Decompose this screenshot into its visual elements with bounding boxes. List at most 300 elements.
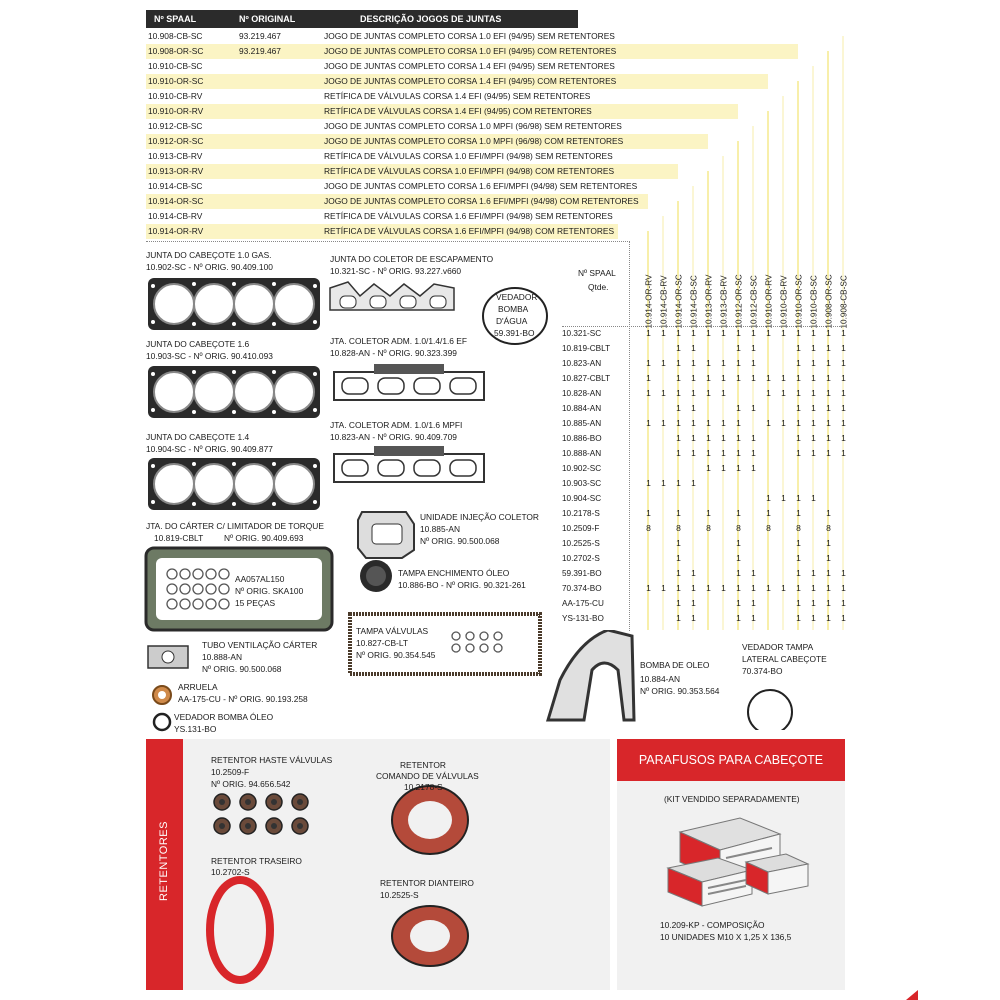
matrix-cell bbox=[716, 566, 731, 581]
matrix-cell bbox=[761, 431, 776, 446]
matrix-column-header bbox=[821, 258, 836, 330]
matrix-cell: 1 bbox=[736, 418, 741, 428]
matrix-cell: 1 bbox=[736, 448, 741, 458]
label-traseiro-l1: RETENTOR TRASEIRO bbox=[211, 856, 302, 866]
matrix-cell: 1 bbox=[826, 328, 831, 338]
table-row bbox=[146, 59, 616, 74]
matrix-cell: 1 bbox=[766, 583, 771, 593]
matrix-cell: 1 bbox=[796, 583, 801, 593]
matrix-cell: 1 bbox=[841, 328, 846, 338]
matrix-cell bbox=[641, 446, 656, 461]
table-row bbox=[146, 134, 708, 149]
cell-descricao: RETÍFICA DE VÁLVULAS CORSA 1.0 EFI/MPFI (94/98) SEM RETENTORES bbox=[324, 151, 613, 161]
matrix-column-header bbox=[671, 258, 686, 330]
matrix-cell: 1 bbox=[691, 343, 696, 353]
matrix-cell: 1 bbox=[646, 328, 651, 338]
matrix-cell: 1 bbox=[721, 463, 726, 473]
matrix-row-code: 10.321-SC bbox=[562, 329, 602, 338]
matrix-cell bbox=[821, 476, 836, 491]
matrix-cell bbox=[716, 476, 731, 491]
matrix-cell: 1 bbox=[796, 553, 801, 563]
matrix-cell: 1 bbox=[751, 373, 756, 383]
parafusos-l2: 10 UNIDADES M10 X 1,25 X 136,5 bbox=[660, 932, 792, 942]
matrix-cell: 1 bbox=[736, 553, 741, 563]
matrix-column-label: 10.912-OR-SC bbox=[734, 274, 744, 329]
label-tampa-valv-l2: 10.827-CB-LT bbox=[356, 638, 408, 648]
label-escap-l1: JUNTA DO COLETOR DE ESCAPAMENTO bbox=[330, 254, 494, 264]
matrix-cell bbox=[701, 491, 716, 506]
matrix-cell: 1 bbox=[691, 583, 696, 593]
matrix-cell bbox=[701, 401, 716, 416]
table-row bbox=[146, 104, 738, 119]
matrix-cell bbox=[821, 461, 836, 476]
label-injecao-l1: UNIDADE INJEÇÃO COLETOR bbox=[420, 512, 539, 522]
matrix-cell bbox=[701, 611, 716, 626]
cell-spaal: 10.914-OR-SC bbox=[148, 196, 204, 206]
matrix-cell: 1 bbox=[841, 388, 846, 398]
matrix-cell: 1 bbox=[676, 328, 681, 338]
matrix-cell: 1 bbox=[736, 568, 741, 578]
matrix-cell: 1 bbox=[676, 358, 681, 368]
matrix-row-code: 10.886-BO bbox=[562, 434, 602, 443]
matrix-cell: 1 bbox=[751, 568, 756, 578]
matrix-cell: 1 bbox=[751, 343, 756, 353]
table-row bbox=[146, 44, 798, 59]
matrix-cell: 1 bbox=[811, 388, 816, 398]
table-row bbox=[146, 74, 768, 89]
matrix-cell: 1 bbox=[811, 343, 816, 353]
matrix-cell bbox=[656, 371, 671, 386]
matrix-cell bbox=[731, 386, 746, 401]
matrix-cell: 1 bbox=[841, 568, 846, 578]
label-tampa-valv-l1: TAMPA VÁLVULAS bbox=[356, 626, 429, 636]
matrix-cell bbox=[716, 506, 731, 521]
cell-descricao: RETÍFICA DE VÁLVULAS CORSA 1.6 EFI/MPFI (94/98) SEM RETENTORES bbox=[324, 211, 613, 221]
matrix-cell: 1 bbox=[826, 583, 831, 593]
matrix-cell bbox=[746, 536, 761, 551]
label-dianteiro-l2: 10.2525-S bbox=[380, 890, 419, 900]
matrix-cell: 1 bbox=[781, 583, 786, 593]
matrix-cell: 1 bbox=[811, 403, 816, 413]
cell-spaal: 10.908-CB-SC bbox=[148, 31, 203, 41]
cell-descricao: JOGO DE JUNTAS COMPLETO CORSA 1.6 EFI/MPFI (94/98) COM RETENTORES bbox=[324, 196, 639, 206]
matrix-cell: 1 bbox=[661, 388, 666, 398]
matrix-cell: 1 bbox=[721, 418, 726, 428]
cell-descricao: RETÍFICA DE VÁLVULAS CORSA 1.4 EFI (94/95) COM RETENTORES bbox=[324, 106, 592, 116]
header-descricao: DESCRIÇÃO JOGOS DE JUNTAS bbox=[360, 14, 502, 24]
matrix-cell: 1 bbox=[796, 598, 801, 608]
matrix-column-header bbox=[746, 258, 761, 330]
parafusos-title: PARAFUSOS PARA CABEÇOTE bbox=[617, 739, 845, 781]
matrix-cell: 1 bbox=[676, 373, 681, 383]
matrix-cell: 1 bbox=[796, 403, 801, 413]
matrix-cell bbox=[686, 536, 701, 551]
matrix-cell: 1 bbox=[721, 448, 726, 458]
matrix-column-header bbox=[641, 258, 656, 330]
label-tampa-oleo-l1: TAMPA ENCHIMENTO ÓLEO bbox=[398, 568, 510, 578]
matrix-cell bbox=[641, 431, 656, 446]
table-row bbox=[146, 89, 616, 104]
matrix-cell: 1 bbox=[841, 433, 846, 443]
matrix-cell: 1 bbox=[811, 433, 816, 443]
label-ved-oleo-l1: VEDADOR BOMBA ÓLEO bbox=[174, 712, 274, 722]
matrix-cell: 1 bbox=[781, 328, 786, 338]
matrix-cell: 8 bbox=[736, 523, 741, 533]
matrix-cell: 1 bbox=[676, 553, 681, 563]
label-haste-l2: 10.2509-F bbox=[211, 767, 250, 777]
matrix-cell: 1 bbox=[766, 388, 771, 398]
matrix-cell: 1 bbox=[691, 328, 696, 338]
matrix-cell bbox=[836, 521, 851, 536]
matrix-cell bbox=[836, 536, 851, 551]
matrix-cell: 1 bbox=[751, 328, 756, 338]
matrix-cell: 1 bbox=[736, 463, 741, 473]
matrix-cell: 1 bbox=[736, 508, 741, 518]
label-arruela-l1: ARRUELA bbox=[178, 682, 218, 692]
matrix-cell bbox=[806, 506, 821, 521]
matrix-cell: 1 bbox=[796, 493, 801, 503]
matrix-cell: 1 bbox=[691, 433, 696, 443]
matrix-cell bbox=[686, 506, 701, 521]
matrix-cell: 1 bbox=[751, 598, 756, 608]
cell-spaal: 10.912-CB-SC bbox=[148, 121, 203, 131]
parafusos-l1: 10.209-KP - COMPOSIÇÃO bbox=[660, 920, 765, 930]
matrix-cell: 1 bbox=[781, 418, 786, 428]
label-adm1-l1: JTA. COLETOR ADM. 1.0/1.4/1.6 EF bbox=[330, 336, 467, 346]
matrix-row-code: AA-175-CU bbox=[562, 599, 604, 608]
matrix-column-label: 10.910-OR-SC bbox=[794, 274, 804, 329]
matrix-cell: 1 bbox=[646, 373, 651, 383]
matrix-cell: 1 bbox=[841, 358, 846, 368]
matrix-column-label: 10.910-OR-RV bbox=[764, 274, 774, 329]
matrix-cell: 1 bbox=[796, 433, 801, 443]
matrix-cell bbox=[776, 446, 791, 461]
matrix-head-spaal: Nº SPAAL bbox=[578, 268, 616, 278]
matrix-cell: 1 bbox=[796, 613, 801, 623]
table-row bbox=[146, 209, 616, 224]
matrix-cell bbox=[806, 536, 821, 551]
retentores-sidebar bbox=[146, 739, 183, 990]
matrix-cell: 1 bbox=[676, 418, 681, 428]
cell-spaal: 10.914-OR-RV bbox=[148, 226, 204, 236]
matrix-column-header bbox=[686, 258, 701, 330]
matrix-cell: 1 bbox=[751, 583, 756, 593]
matrix-cell bbox=[716, 341, 731, 356]
matrix-cell bbox=[746, 416, 761, 431]
matrix-cell: 1 bbox=[706, 358, 711, 368]
matrix-row-code: 10.904-SC bbox=[562, 494, 602, 503]
matrix-cell: 1 bbox=[706, 448, 711, 458]
label-ved-tampa-l2: LATERAL CABEÇOTE bbox=[742, 654, 827, 664]
matrix-column-label: 10.914-OR-SC bbox=[674, 274, 684, 329]
matrix-cell: 1 bbox=[691, 388, 696, 398]
label-aneis-l3: 15 PEÇAS bbox=[235, 598, 276, 608]
matrix-cell: 1 bbox=[826, 343, 831, 353]
matrix-cell: 1 bbox=[841, 598, 846, 608]
matrix-cell bbox=[761, 536, 776, 551]
matrix-cell: 1 bbox=[826, 448, 831, 458]
matrix-cell: 1 bbox=[706, 388, 711, 398]
matrix-cell: 1 bbox=[721, 388, 726, 398]
matrix-row-code: 10.2702-S bbox=[562, 554, 600, 563]
matrix-cell bbox=[701, 536, 716, 551]
matrix-cell: 1 bbox=[736, 403, 741, 413]
matrix-column-label: 10.908-CB-SC bbox=[839, 275, 849, 329]
matrix-cell bbox=[656, 401, 671, 416]
matrix-row-code: 59.391-BO bbox=[562, 569, 602, 578]
matrix-cell bbox=[761, 476, 776, 491]
matrix-cell bbox=[686, 551, 701, 566]
matrix-cell: 1 bbox=[676, 433, 681, 443]
matrix-row-code: 10.823-AN bbox=[562, 359, 602, 368]
retentores-side-label: RETENTORES bbox=[158, 821, 170, 901]
matrix-cell: 1 bbox=[736, 433, 741, 443]
matrix-row-code: 10.888-AN bbox=[562, 449, 602, 458]
matrix-cell: 1 bbox=[736, 328, 741, 338]
matrix-cell: 1 bbox=[721, 433, 726, 443]
matrix-cell: 1 bbox=[841, 373, 846, 383]
matrix-cell bbox=[641, 551, 656, 566]
matrix-row-code: YS-131-BO bbox=[562, 614, 604, 623]
label-comando-l2: COMANDO DE VÁLVULAS bbox=[376, 771, 479, 781]
matrix-cell: 1 bbox=[811, 493, 816, 503]
label-haste-l1: RETENTOR HASTE VÁLVULAS bbox=[211, 755, 333, 765]
matrix-cell: 1 bbox=[796, 388, 801, 398]
matrix-cell bbox=[716, 611, 731, 626]
matrix-cell bbox=[761, 401, 776, 416]
label-dianteiro-l1: RETENTOR DIANTEIRO bbox=[380, 878, 474, 888]
matrix-cell: 1 bbox=[751, 613, 756, 623]
label-arruela-l2: AA-175-CU - Nº ORIG. 90.193.258 bbox=[178, 694, 308, 704]
matrix-cell: 1 bbox=[826, 388, 831, 398]
label-bomba-oleo-l2: 10.884-AN bbox=[640, 674, 681, 684]
matrix-cell: 1 bbox=[766, 418, 771, 428]
dotted-divider bbox=[629, 241, 630, 631]
matrix-cell: 1 bbox=[736, 373, 741, 383]
matrix-row-code: 10.885-AN bbox=[562, 419, 602, 428]
cell-descricao: JOGO DE JUNTAS COMPLETO CORSA 1.0 MPFI (96/98) SEM RETENTORES bbox=[324, 121, 622, 131]
label-aneis-l1: AA057AL150 bbox=[235, 574, 285, 584]
matrix-row-code: 10.902-SC bbox=[562, 464, 602, 473]
matrix-cell: 1 bbox=[826, 418, 831, 428]
matrix-cell: 1 bbox=[676, 583, 681, 593]
corner-mark-icon bbox=[900, 988, 920, 1000]
matrix-cell bbox=[716, 551, 731, 566]
matrix-column-header bbox=[656, 258, 671, 330]
matrix-cell bbox=[761, 611, 776, 626]
table-row bbox=[146, 149, 616, 164]
matrix-cell: 1 bbox=[646, 478, 651, 488]
matrix-cell: 1 bbox=[736, 343, 741, 353]
matrix-cell bbox=[641, 536, 656, 551]
matrix-cell bbox=[761, 341, 776, 356]
matrix-cell: 1 bbox=[721, 358, 726, 368]
matrix-cell: 1 bbox=[826, 433, 831, 443]
matrix-cell bbox=[746, 476, 761, 491]
matrix-column-header bbox=[776, 258, 791, 330]
cell-spaal: 10.913-CB-RV bbox=[148, 151, 203, 161]
matrix-cell bbox=[656, 611, 671, 626]
matrix-cell: 1 bbox=[736, 538, 741, 548]
matrix-cell bbox=[641, 401, 656, 416]
matrix-cell bbox=[836, 551, 851, 566]
matrix-row-code: 10.827-CBLT bbox=[562, 374, 611, 383]
label-cab10-l1: JUNTA DO CABEÇOTE 1.0 GAS. bbox=[146, 250, 272, 260]
matrix-cell: 1 bbox=[691, 448, 696, 458]
matrix-row-code: 10.884-AN bbox=[562, 404, 602, 413]
matrix-column-label: 10.914-CB-SC bbox=[689, 275, 699, 329]
matrix-column-label: 10.914-CB-RV bbox=[659, 275, 669, 329]
matrix-cell bbox=[656, 431, 671, 446]
matrix-cell bbox=[716, 491, 731, 506]
matrix-cell bbox=[716, 401, 731, 416]
matrix-row-code: 10.2509-F bbox=[562, 524, 600, 533]
label-adm2-l2: 10.823-AN - Nº ORIG. 90.409.709 bbox=[330, 432, 457, 442]
cell-spaal: 10.910-CB-SC bbox=[148, 61, 203, 71]
matrix-cell: 1 bbox=[766, 373, 771, 383]
matrix-cell: 1 bbox=[751, 403, 756, 413]
matrix-cell bbox=[836, 476, 851, 491]
label-ved-oleo-l2: YS.131-BO bbox=[174, 724, 217, 734]
label-cab10-l2: 10.902-SC - Nº ORIG. 90.409.100 bbox=[146, 262, 273, 272]
header-spaal: Nº SPAAL bbox=[154, 14, 197, 24]
matrix-cell: 1 bbox=[721, 583, 726, 593]
matrix-cell: 1 bbox=[676, 598, 681, 608]
label-comando-l3: 10.2178-S bbox=[404, 782, 443, 792]
matrix-cell bbox=[716, 521, 731, 536]
matrix-cell: 1 bbox=[646, 583, 651, 593]
label-ved-tampa-l3: 70.374-BO bbox=[742, 666, 783, 676]
matrix-column-label: 10.908-OR-SC bbox=[824, 274, 834, 329]
cell-descricao: RETÍFICA DE VÁLVULAS CORSA 1.0 EFI/MPFI (94/98) COM RETENTORES bbox=[324, 166, 615, 176]
matrix-column-label: 10.913-CB-RV bbox=[719, 275, 729, 329]
cell-descricao: JOGO DE JUNTAS COMPLETO CORSA 1.6 EFI/MPFI (94/98) SEM RETENTORES bbox=[324, 181, 638, 191]
matrix-cell: 1 bbox=[661, 583, 666, 593]
cell-spaal: 10.908-OR-SC bbox=[148, 46, 204, 56]
matrix-cell bbox=[761, 461, 776, 476]
matrix-cell: 1 bbox=[841, 418, 846, 428]
matrix-column-header bbox=[806, 258, 821, 330]
cell-spaal: 10.914-CB-RV bbox=[148, 211, 203, 221]
matrix-cell bbox=[686, 491, 701, 506]
matrix-cell: 1 bbox=[826, 568, 831, 578]
cell-descricao: JOGO DE JUNTAS COMPLETO CORSA 1.0 EFI (94/95) SEM RETENTORES bbox=[324, 31, 615, 41]
matrix-cell: 1 bbox=[751, 358, 756, 368]
matrix-cell: 1 bbox=[646, 388, 651, 398]
cell-descricao: RETÍFICA DE VÁLVULAS CORSA 1.6 EFI/MPFI (94/98) COM RETENTORES bbox=[324, 226, 615, 236]
label-ved-tampa-l1: VEDADOR TAMPA bbox=[742, 642, 814, 652]
matrix-cell bbox=[776, 341, 791, 356]
label-aneis-l2: Nº ORIG. SKA100 bbox=[235, 586, 304, 596]
table-row bbox=[146, 119, 622, 134]
matrix-cell bbox=[656, 551, 671, 566]
dotted-divider bbox=[562, 326, 844, 327]
matrix-cell: 1 bbox=[721, 328, 726, 338]
matrix-cell bbox=[671, 461, 686, 476]
matrix-cell bbox=[701, 566, 716, 581]
matrix-column-label: 10.913-OR-RV bbox=[704, 274, 714, 329]
matrix-cell bbox=[746, 506, 761, 521]
matrix-cell bbox=[641, 461, 656, 476]
matrix-cell bbox=[776, 476, 791, 491]
table-header bbox=[146, 10, 578, 28]
label-adm1-l2: 10.828-AN - Nº ORIG. 90.323.399 bbox=[330, 348, 457, 358]
matrix-cell: 1 bbox=[691, 478, 696, 488]
matrix-cell bbox=[836, 506, 851, 521]
matrix-cell bbox=[776, 611, 791, 626]
matrix-row-code: 10.2525-S bbox=[562, 539, 600, 548]
label-traseiro-l2: 10.2702-S bbox=[211, 867, 250, 877]
matrix-cell bbox=[656, 566, 671, 581]
matrix-cell: 1 bbox=[796, 418, 801, 428]
matrix-cell: 1 bbox=[736, 613, 741, 623]
matrix-cell: 1 bbox=[796, 373, 801, 383]
matrix-cell bbox=[746, 551, 761, 566]
matrix-cell: 1 bbox=[661, 418, 666, 428]
matrix-cell bbox=[761, 551, 776, 566]
label-tubo-l1: TUBO VENTILAÇÃO CÁRTER bbox=[202, 640, 318, 650]
matrix-cell: 8 bbox=[826, 523, 831, 533]
table-row bbox=[146, 29, 616, 44]
matrix-column-header bbox=[731, 258, 746, 330]
matrix-cell bbox=[656, 341, 671, 356]
label-bomba-agua-l1: VEDADOR bbox=[496, 292, 538, 302]
matrix-cell bbox=[746, 386, 761, 401]
matrix-cell bbox=[836, 461, 851, 476]
matrix-cell: 1 bbox=[796, 358, 801, 368]
matrix-cell: 1 bbox=[826, 598, 831, 608]
matrix-cell bbox=[791, 461, 806, 476]
cell-spaal: 10.910-OR-RV bbox=[148, 106, 204, 116]
matrix-cell: 1 bbox=[676, 613, 681, 623]
matrix-cell: 1 bbox=[736, 598, 741, 608]
label-carter-l1: JTA. DO CÁRTER C/ LIMITADOR DE TORQUE bbox=[146, 521, 324, 531]
matrix-cell: 1 bbox=[691, 568, 696, 578]
matrix-cell: 1 bbox=[676, 448, 681, 458]
label-injecao-l2: 10.885-AN bbox=[420, 524, 461, 534]
matrix-cell bbox=[641, 611, 656, 626]
cell-spaal: 10.913-OR-RV bbox=[148, 166, 204, 176]
matrix-column-header bbox=[791, 258, 806, 330]
matrix-cell: 1 bbox=[691, 598, 696, 608]
label-bomba-agua-l2: BOMBA bbox=[498, 304, 529, 314]
matrix-cell bbox=[776, 401, 791, 416]
matrix-cell bbox=[656, 536, 671, 551]
matrix-cell: 1 bbox=[796, 538, 801, 548]
matrix-cell bbox=[776, 356, 791, 371]
matrix-cell: 1 bbox=[751, 463, 756, 473]
matrix-cell: 1 bbox=[781, 373, 786, 383]
table-row bbox=[146, 194, 648, 209]
matrix-cell bbox=[701, 341, 716, 356]
matrix-column-header bbox=[761, 258, 776, 330]
matrix-cell bbox=[641, 596, 656, 611]
cell-descricao: JOGO DE JUNTAS COMPLETO CORSA 1.4 EFI (94/95) SEM RETENTORES bbox=[324, 61, 615, 71]
matrix-cell bbox=[761, 566, 776, 581]
matrix-cell: 1 bbox=[766, 493, 771, 503]
cell-spaal: 10.912-OR-SC bbox=[148, 136, 204, 146]
matrix-cell: 1 bbox=[766, 508, 771, 518]
matrix-cell: 1 bbox=[766, 328, 771, 338]
matrix-cell: 1 bbox=[826, 538, 831, 548]
matrix-cell: 1 bbox=[826, 613, 831, 623]
matrix-cell: 8 bbox=[706, 523, 711, 533]
label-bomba-agua-l4: 59.391-BO bbox=[494, 328, 535, 338]
matrix-cell: 1 bbox=[826, 553, 831, 563]
matrix-row-code: 10.819-CBLT bbox=[562, 344, 611, 353]
matrix-cell bbox=[776, 521, 791, 536]
matrix-cell: 1 bbox=[751, 448, 756, 458]
